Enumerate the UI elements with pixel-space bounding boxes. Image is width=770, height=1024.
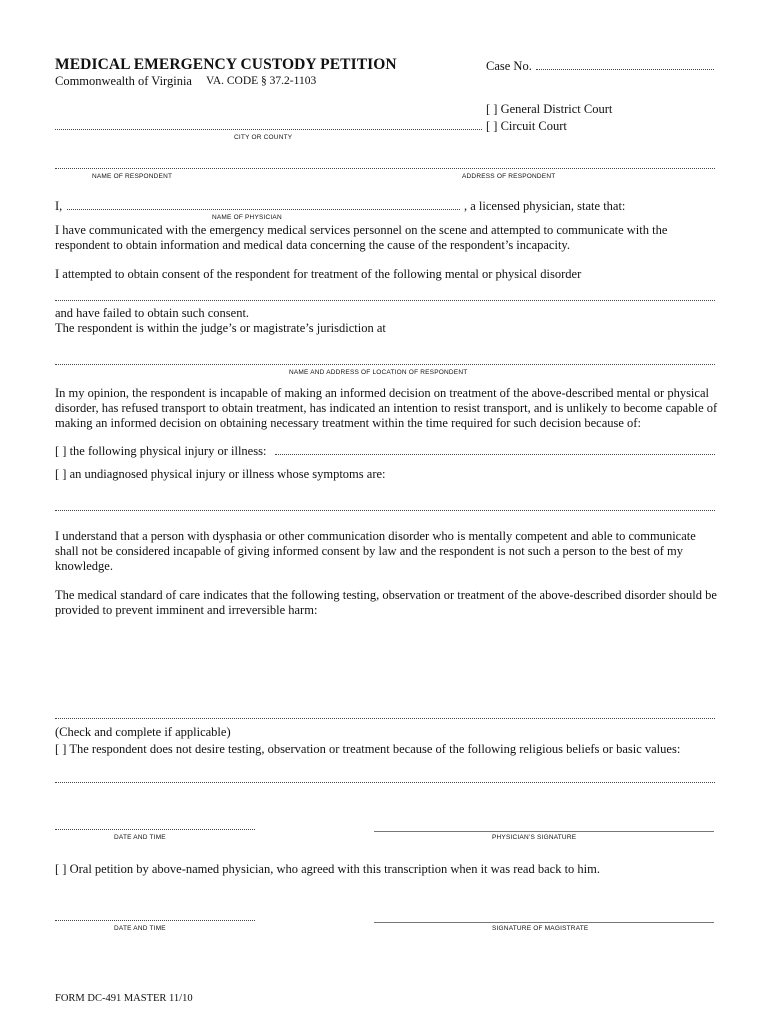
physical-injury-checkbox[interactable]: [ ] the following physical injury or illness: bbox=[55, 444, 267, 458]
consent-attempt-text: I attempted to obtain consent of the respondent for treatment of the following mental or physical disorder bbox=[55, 267, 582, 281]
date-time-input-1[interactable] bbox=[57, 813, 253, 828]
injury-line bbox=[275, 454, 715, 455]
oral-petition-checkbox[interactable]: [ ] Oral petition by above-named physician, who agreed with this transcription when it was read back to him. bbox=[55, 862, 600, 876]
failed-consent-text: and have failed to obtain such consent. bbox=[55, 306, 250, 320]
respondent-name-input[interactable] bbox=[57, 152, 457, 167]
city-county-label: CITY OR COUNTY bbox=[234, 134, 293, 141]
treatment-textarea[interactable] bbox=[57, 624, 713, 716]
physician-signature-line[interactable] bbox=[374, 831, 714, 832]
treatment-line bbox=[55, 718, 715, 719]
physician-prefix: I, bbox=[55, 199, 63, 213]
case-number-input[interactable] bbox=[538, 55, 714, 69]
location-label: NAME AND ADDRESS OF LOCATION OF RESPONDENT bbox=[289, 369, 468, 376]
respondent-address-input[interactable] bbox=[460, 152, 714, 167]
standard-of-care-paragraph: The medical standard of care indicates that the following testing, observation or treatment of the above-described disorder should be provided to prevent imminent and irreversible harm: bbox=[55, 588, 717, 618]
date-time-label-1: DATE AND TIME bbox=[114, 834, 166, 841]
date-time-input-2[interactable] bbox=[57, 904, 253, 919]
religious-beliefs-checkbox[interactable]: [ ] The respondent does not desire testing, observation or treatment because of the following religious beliefs or basic values: bbox=[55, 742, 681, 756]
check-complete-note: (Check and complete if applicable) bbox=[55, 725, 231, 739]
religious-beliefs-line bbox=[55, 782, 715, 783]
injury-input[interactable] bbox=[277, 439, 713, 454]
form-title: MEDICAL EMERGENCY CUSTODY PETITION bbox=[55, 56, 397, 73]
form-id: FORM DC-491 MASTER 11/10 bbox=[55, 993, 193, 1004]
code-reference: VA. CODE § 37.2-1103 bbox=[206, 75, 317, 87]
symptoms-input[interactable] bbox=[57, 494, 713, 509]
physician-name-input[interactable] bbox=[69, 194, 458, 209]
date-time-label-2: DATE AND TIME bbox=[114, 925, 166, 932]
date-time-line-2 bbox=[55, 920, 255, 921]
magistrate-signature-line[interactable] bbox=[374, 922, 714, 923]
respondent-address-label: ADDRESS OF RESPONDENT bbox=[462, 173, 556, 180]
date-time-line-1 bbox=[55, 829, 255, 830]
respondent-name-label: NAME OF RESPONDENT bbox=[92, 173, 173, 180]
jurisdiction-label: Commonwealth of Virginia bbox=[55, 74, 192, 88]
communication-paragraph: I have communicated with the emergency medical services personnel on the scene and attempted to communicate with the respondent to obtain information and medical data concerning the cause of the respondent’s incapacity. bbox=[55, 223, 668, 253]
religious-beliefs-input[interactable] bbox=[57, 766, 713, 781]
physician-statement: , a licensed physician, state that: bbox=[464, 199, 626, 213]
location-line bbox=[55, 364, 715, 365]
general-district-court-checkbox[interactable]: [ ] General District Court bbox=[486, 102, 613, 116]
case-number-label: Case No. bbox=[486, 59, 532, 73]
physician-name-label: NAME OF PHYSICIAN bbox=[212, 214, 282, 221]
circuit-court-checkbox[interactable]: [ ] Circuit Court bbox=[486, 119, 567, 133]
undiagnosed-illness-checkbox[interactable]: [ ] an undiagnosed physical injury or illness whose symptoms are: bbox=[55, 467, 386, 481]
physician-signature-label: PHYSICIAN’S SIGNATURE bbox=[492, 834, 577, 841]
disorder-input[interactable] bbox=[57, 284, 713, 299]
respondent-line bbox=[55, 168, 715, 169]
city-county-input[interactable] bbox=[57, 113, 480, 128]
opinion-paragraph: In my opinion, the respondent is incapable of making an informed decision on treatment of the above-described mental or physical disorder, has refused transport to obtain treatment, has indicated an intention to resist transport, and is unlikely to become capable of making an informed decision on obtaining necessary treatment within the time required for such decision because of: bbox=[55, 386, 718, 431]
physician-name-line bbox=[67, 209, 460, 210]
jurisdiction-text: The respondent is within the judge’s or magistrate’s jurisdiction at bbox=[55, 321, 386, 335]
location-input[interactable] bbox=[57, 348, 713, 363]
symptoms-line bbox=[55, 510, 715, 511]
city-county-line bbox=[55, 129, 482, 130]
dysphasia-paragraph: I understand that a person with dysphasia or other communication disorder who is mentally competent and able to communicate shall not be considered incapable of giving informed consent by law and the respondent is not such a person to the best of my knowledge. bbox=[55, 529, 696, 574]
case-number-line bbox=[536, 69, 714, 70]
magistrate-signature-label: SIGNATURE OF MAGISTRATE bbox=[492, 925, 589, 932]
disorder-line bbox=[55, 300, 715, 301]
